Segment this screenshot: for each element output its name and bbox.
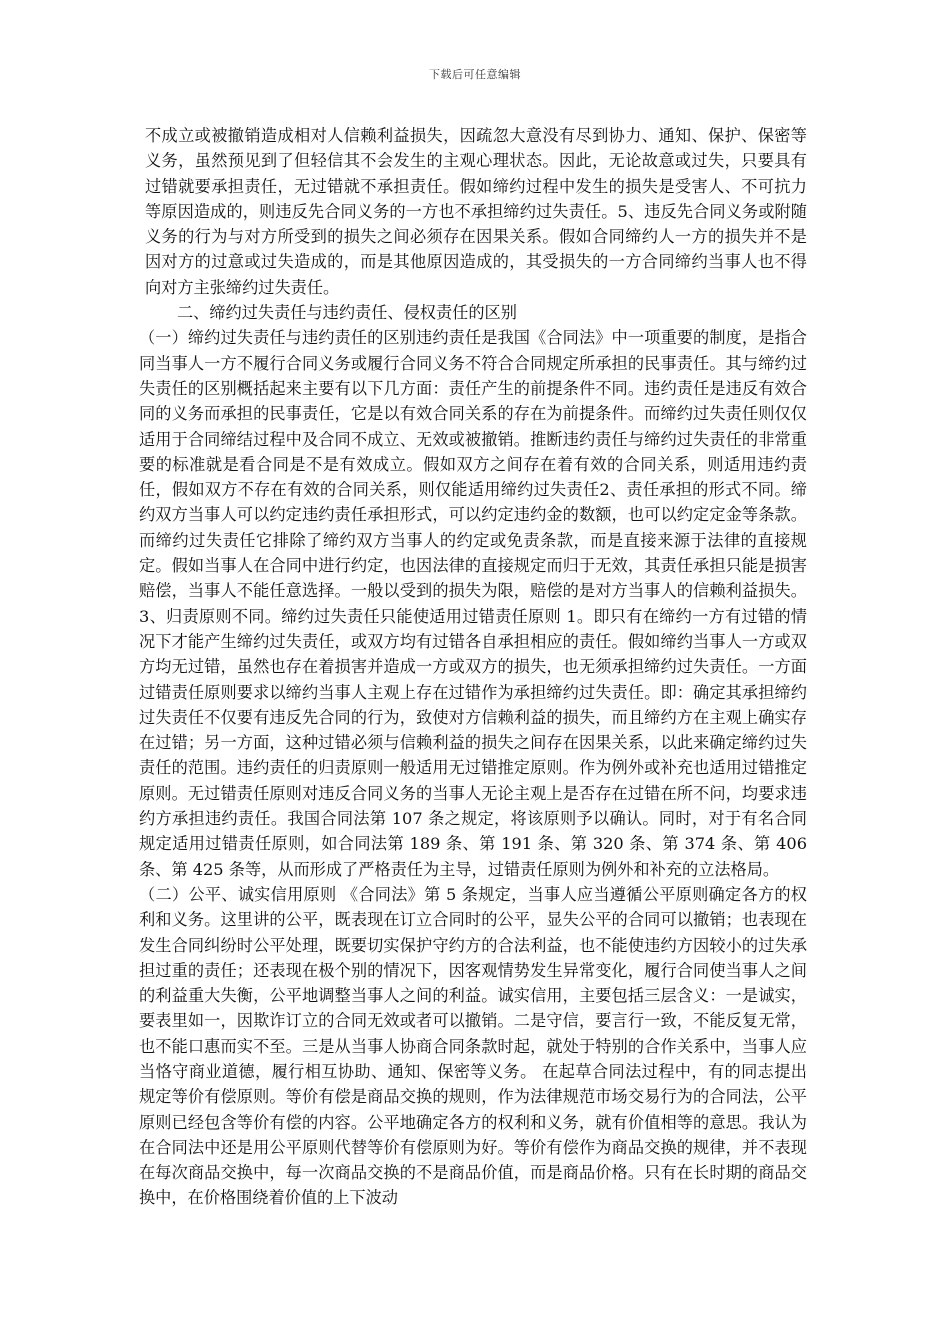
paragraph: （二）公平、诚实信用原则 《合同法》第 5 条规定，当事人应当遵循公平原则确定各方的权利和义务。这里讲的公平，既表现在订立合同时的公平，显失公平的合同可以撤销；也表现在发生合同纠纷时公平处理，既要切实保护守约方的合法利益，也不能使违约方因较小的过失承担过重的责任；还表现在极个别的情况下，因客观情势发生异常变化，履行合同使当事人之间的利益重大失衡，公平地调整当事人之间的利益。诚实信用，主要包括三层含义：一是诚实，要表里如一，因欺诈订立的合同无效或者可以撤销。二是守信，要言行一致，不能反复无常，也不能口惠而实不至。三是从当事人协商合同条款时起，就处于特别的合作关系中，当事人应当恪守商业道德，履行相互协助、通知、保密等义务。 在起草合同法过程中，有的同志提出规定等价有偿原则。等价有偿是商品交换的规则，作为法律规范市场交易行为的合同法，公平原则已经包含等价有偿的内容。公平地确定各方的权利和义务，就有价值相等的意思。我认为在合同法中还是用公平原则代替等价有偿原则为好。等价有偿作为商品交换的规律，并不表现在每次商品交换中，每一次商品交换的不是商品价值，而是商品价格。只有在长时期的商品交换中，在价格围绕着价值的上下波动 [139, 884, 807, 1208]
paragraph: 不成立或被撤销造成相对人信赖利益损失，因疏忽大意没有尽到协力、通知、保护、保密等义务，虽然预见到了但轻信其不会发生的主观心理状态。因此，无论故意或过失，只要具有过错就要承担责任，无过错就不承担责任。假如缔约过程中发生的损失是受害人、不可抗力等原因造成的，则违反先合同义务的一方也不承担缔约过失责任。5、违反先合同义务或附随义务的行为与对方所受到的损失之间必须存在因果关系。假如合同缔约人一方的损失并不是因对方的过意或过失造成的，而是其他原因造成的，其受损失的一方合同缔约当事人也不得向对方主张缔约过失责任。 [145, 126, 807, 297]
paragraph: （一）缔约过失责任与违约责任的区别违约责任是我国《合同法》中一项重要的制度，是指合同当事人一方不履行合同义务或履行合同义务不符合合同规定所承担的民事责任。其与缔约过失责任的区别概括起来主要有以下几方面：责任产生的前提条件不同。违约责任是违反有效合同的义务而承担的民事责任，它是以有效合同关系的存在为前提条件。而缔约过失责任则仅仅适用于合同缔结过程中及合同不成立、无效或被撤销。推断违约责任与缔约过失责任的非常重要的标准就是看合同是不是有效成立。假如双方之间存在着有效的合同关系，则适用违约责任，假如双方不存在有效的合同关系，则仅能适用缔约过失责任2、责任承担的形式不同。缔约双方当事人可以约定违约责任承担形式，可以约定违约金的数额，也可以约定定金等条款。而缔约过失责任它排除了缔约双方当事人的约定或免责条款，而是直接来源于法律的直接规定。假如当事人在合同中进行约定，也因法律的直接规定而归于无效，其责任承担只能是损害赔偿，当事人不能任意选择。一般以受到的损失为限，赔偿的是对方当事人的信赖利益损失。3、归责原则不同。缔约过失责任只能使适用过错责任原则 1。即只有在缔约一方有过错的情况下才能产生缔约过失责任，或双方均有过错各自承担相应的责任。假如缔约当事人一方或双方均无过错，虽然也存在着损害并造成一方或双方的损失，也无须承担缔约过失责任。一方面过错责任原则要求以缔约当事人主观上存在过错作为承担缔约过失责任。即：确定其承担缔约过失责任不仅要有违反先合同的行为，致使对方信赖利益的损失，而且缔约方在主观上确实存在过错；另一方面，这种过错必须与信赖利益的损失之间存在因果关系，以此来确定缔约过失责任的范围。违约责任的归责原则一般适用无过错推定原则。作为例外或补充也适用过错推定原则。无过错责任原则对违反合同义务的当事人无论主观上是否存在过错在所不问，均要求违约方承担违约责任。我国合同法第 107 条之规定，将该原则予以确认。同时，对于有名合同规定适用过错责任原则，如合同法第 189 条、第 191 条、第 320 条、第 374 条、第 406 条、第 425 条等，从而形成了严格责任为主导，过错责任原则为例外和补充的立法格局。 [139, 328, 807, 879]
section-heading: 二、缔约过失责任与违约责任、侵权责任的区别 [177, 303, 517, 323]
page-header: 下载后可任意编辑 [429, 68, 521, 81]
document-body [139, 123, 807, 1211]
